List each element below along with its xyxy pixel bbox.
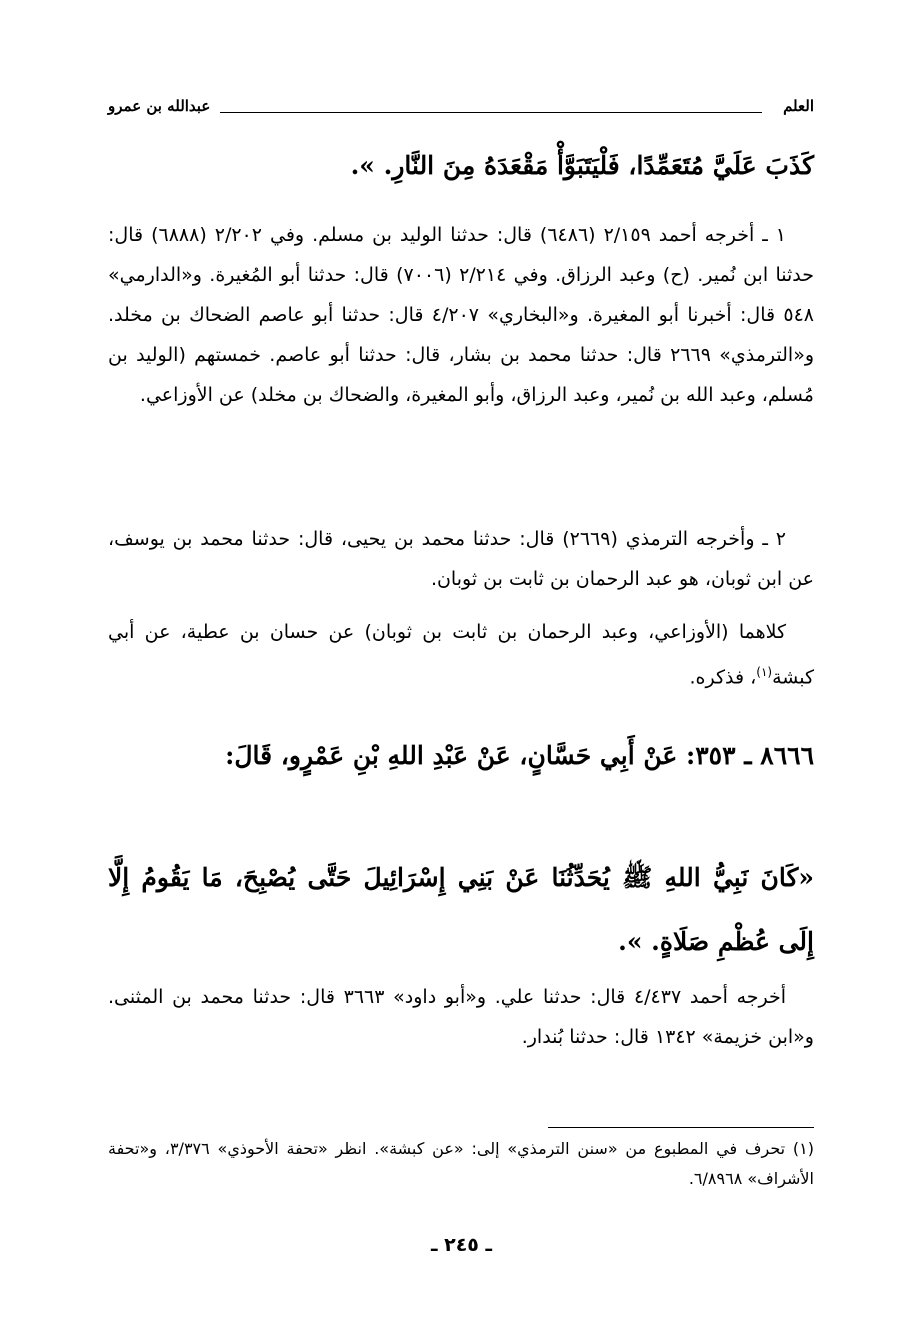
takhrij-paragraph-3 [108,612,814,697]
footnote-reference: (١) [756,665,773,679]
takhrij-paragraph-2: ٢ ـ وأخرجه الترمذي (٢٦٦٩) قال: حدثنا محمد بن يحيى، قال: حدثنا محمد بن يوسف، عن ابن ثوبان، هو عبد الرحمان بن ثابت بن ثوبان. [108,528,814,590]
header-musnad: عبدالله بن عمرو [108,97,211,115]
takhrij-paragraph-1: ١ ـ أخرجه أحمد ٢/١٥٩ (٦٤٨٦) قال: حدثنا الوليد بن مسلم. وفي ٢/٢٠٢ (٦٨٨٨) قال: حدثنا ابن نُمير. (ح) وعبد الرزاق. وفي ٢/٢١٤ (٧٠٠٦) قال: حدثنا أبو المُغيرة. و«الدارمي» ٥٤٨ قال: أخبرنا أبو المغيرة. و«البخاري» ٤/٢٠٧ قال: حدثنا أبو عاصم الضحاك بن مخلد. و«الترمذي» ٢٦٦٩ قال: حدثنا محمد بن بشار، قال: حدثنا أبو عاصم. خمستهم (الوليد بن مُسلم، وعبد الله بن نُمير، وعبد الرزاق، وأبو المغيرة، والضحاك بن مخلد) عن الأوزاعي. [108,224,814,406]
hadith-takhrij: أخرجه أحمد ٤/٤٣٧ قال: حدثنا علي. و«أبو داود» ٣٦٦٣ قال: حدثنا محمد بن المثنى. و«ابن خزيمة» ١٣٤٢ قال: حدثنا بُندار. [108,986,814,1048]
hadith-heading: ٨٦٦٦ ـ ٣٥٣: عَنْ أَبِي حَسَّانٍ، عَنْ عَبْدِ اللهِ بْنِ عَمْرٍو، قَالَ: [225,741,814,770]
running-header [108,86,814,126]
takhrij-paragraph-3-end: ، فذكره. [689,666,757,689]
header-chapter: العلم [783,97,814,115]
takhrij-paragraph-3-text: كلاهما (الأوزاعي، وعبد الرحمان بن ثابت بن ثوبان) عن حسان بن عطية، عن أبي كبشة [108,621,814,689]
footnote: (١) تحرف في المطبوع من «سنن الترمذي» إلى: «عن كبشة». انظر «تحفة الأحوذي» ٣/٣٧٦، و«تحفة الأشراف» ٦/٨٩٦٨. [108,1139,815,1188]
header-rule [220,112,762,113]
footnote-separator [548,1127,814,1128]
hadith-matn: «كَانَ نَبِيُّ اللهِ ﷺ يُحَدِّثُنَا عَنْ بَنِي إِسْرَائِيلَ حَتَّى يُصْبِحَ، مَا يَقُومُ إِلَّا إِلَى عُظْمِ صَلَاةٍ. ». [108,863,814,956]
hadith-text-continued: كَذَبَ عَلَيَّ مُتَعَمِّدًا، فَلْيَتَبَوَّأْ مَقْعَدَهُ مِنَ النَّارِ. ». [350,151,814,180]
page-number: ـ ٢٤٥ ـ [430,1234,492,1256]
